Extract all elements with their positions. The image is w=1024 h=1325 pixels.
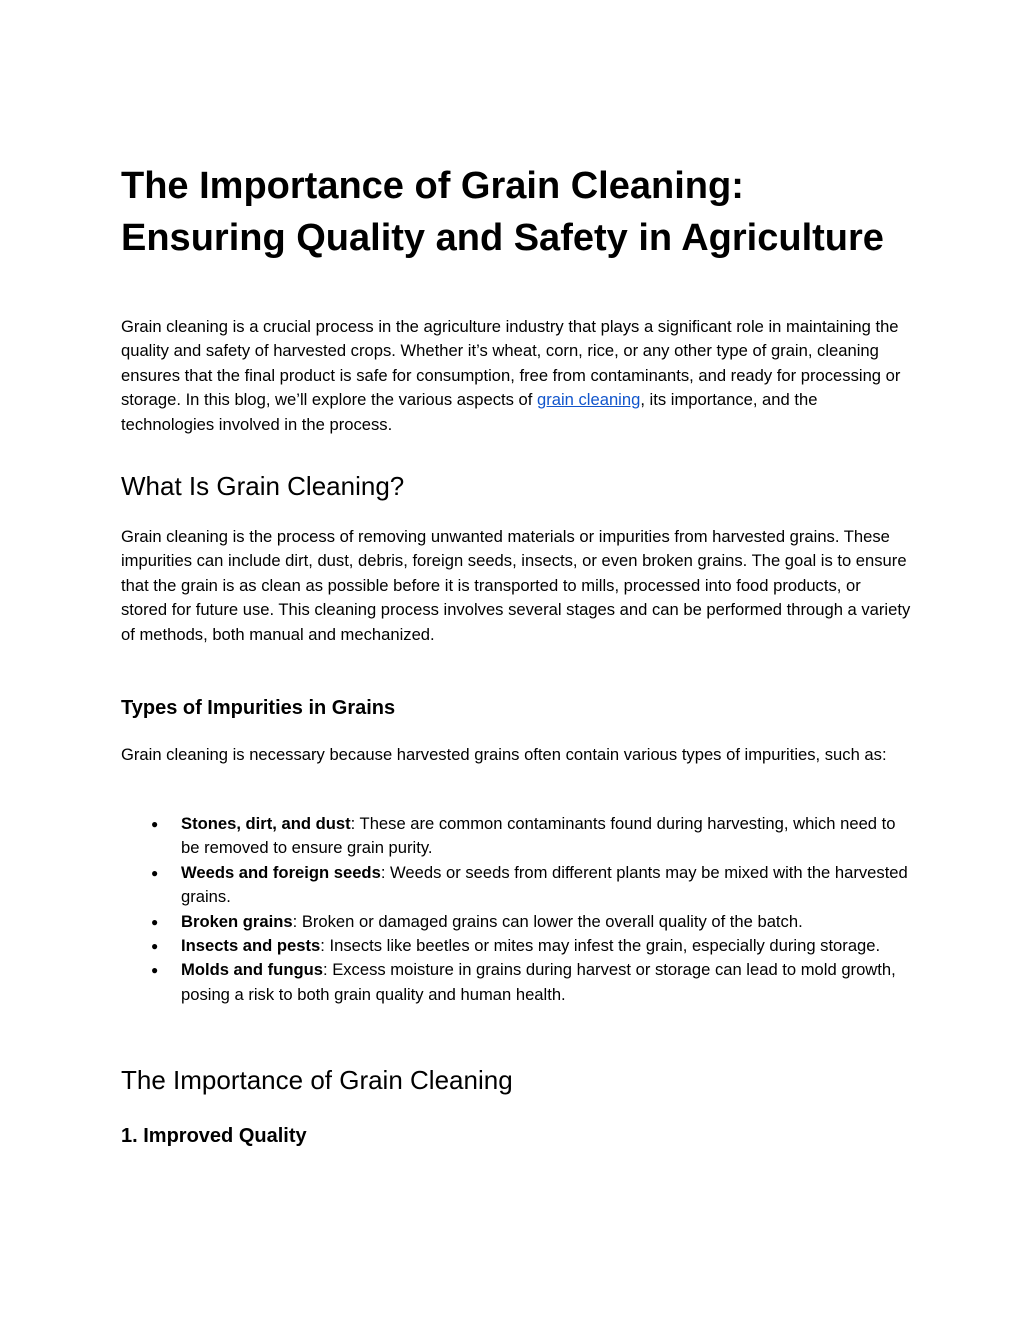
intro-paragraph <box>121 315 911 437</box>
impurity-list <box>121 812 911 1007</box>
heading-types-of-impurities: Types of Impurities in Grains <box>121 697 396 719</box>
bullet-icon: ● <box>151 963 159 978</box>
bullet-icon: ● <box>151 865 159 880</box>
list-item-term: Broken grains <box>181 911 293 931</box>
bullet-icon: ● <box>151 914 159 929</box>
intro-text-before-link: Grain cleaning is a crucial process in the agriculture industry that plays a significant role in maintaining the quality and safety of harvested crops. Whether it’s wheat, corn, rice, or any other type of grain, cleaning ensures that the final product is safe for consumption, free from contaminants, and ready for processing or storage. In this blog, we’ll explore the various aspects of <box>121 317 901 410</box>
list-item-term: Stones, dirt, and dust <box>181 814 351 833</box>
list-item-desc: : Weeds or seeds from different plants may be mixed with the harvested grains. <box>181 862 908 907</box>
list-item-term: Weeds and foreign seeds <box>181 862 381 882</box>
bullet-icon: ● <box>151 817 159 831</box>
list-item <box>121 958 911 1007</box>
list-item <box>121 934 911 958</box>
list-item-term: Insects and pests <box>181 936 321 956</box>
types-intro-paragraph: Grain cleaning is necessary because harvested grains often contain various types of impurities, such as: <box>121 745 887 764</box>
grain-cleaning-link[interactable]: grain cleaning <box>537 390 641 410</box>
heading-what-is-grain-cleaning: What Is Grain Cleaning? <box>121 471 405 501</box>
list-item <box>121 910 911 934</box>
list-item <box>121 812 911 861</box>
what-is-paragraph: Grain cleaning is the process of removing unwanted materials or impurities from harvested grains. These impurities can include dirt, dust, debris, foreign seeds, insects, or even broken grains. The goal is to ensure that the grain is as clean as possible before it is transported to mills, processed into food products, or stored for future use. This cleaning process involves several stages and can be performed through a variety of methods, both manual and mechanized. <box>121 527 911 644</box>
heading-improved-quality: 1. Improved Quality <box>121 1125 307 1147</box>
list-item-desc: : These are common contaminants found during harvesting, which need to be removed to ensure grain purity. <box>181 814 896 858</box>
bullet-icon: ● <box>151 939 159 954</box>
list-item-desc: : Insects like beetles or mites may infest the grain, especially during storage. <box>320 936 881 956</box>
heading-importance-of-grain-cleaning: The Importance of Grain Cleaning <box>121 1065 513 1095</box>
list-item <box>121 861 911 910</box>
list-item-term: Molds and fungus <box>181 960 323 980</box>
list-item-desc: : Broken or damaged grains can lower the overall quality of the batch. <box>292 911 803 931</box>
list-item-desc: : Excess moisture in grains during harvest or storage can lead to mold growth, posing a risk to both grain quality and human health. <box>181 960 896 1004</box>
document-title: The Importance of Grain Cleaning: Ensuring Quality and Safety in Agriculture <box>121 165 884 259</box>
intro-text-after-link: , its importance, and the technologies involved in the process. <box>121 390 818 434</box>
